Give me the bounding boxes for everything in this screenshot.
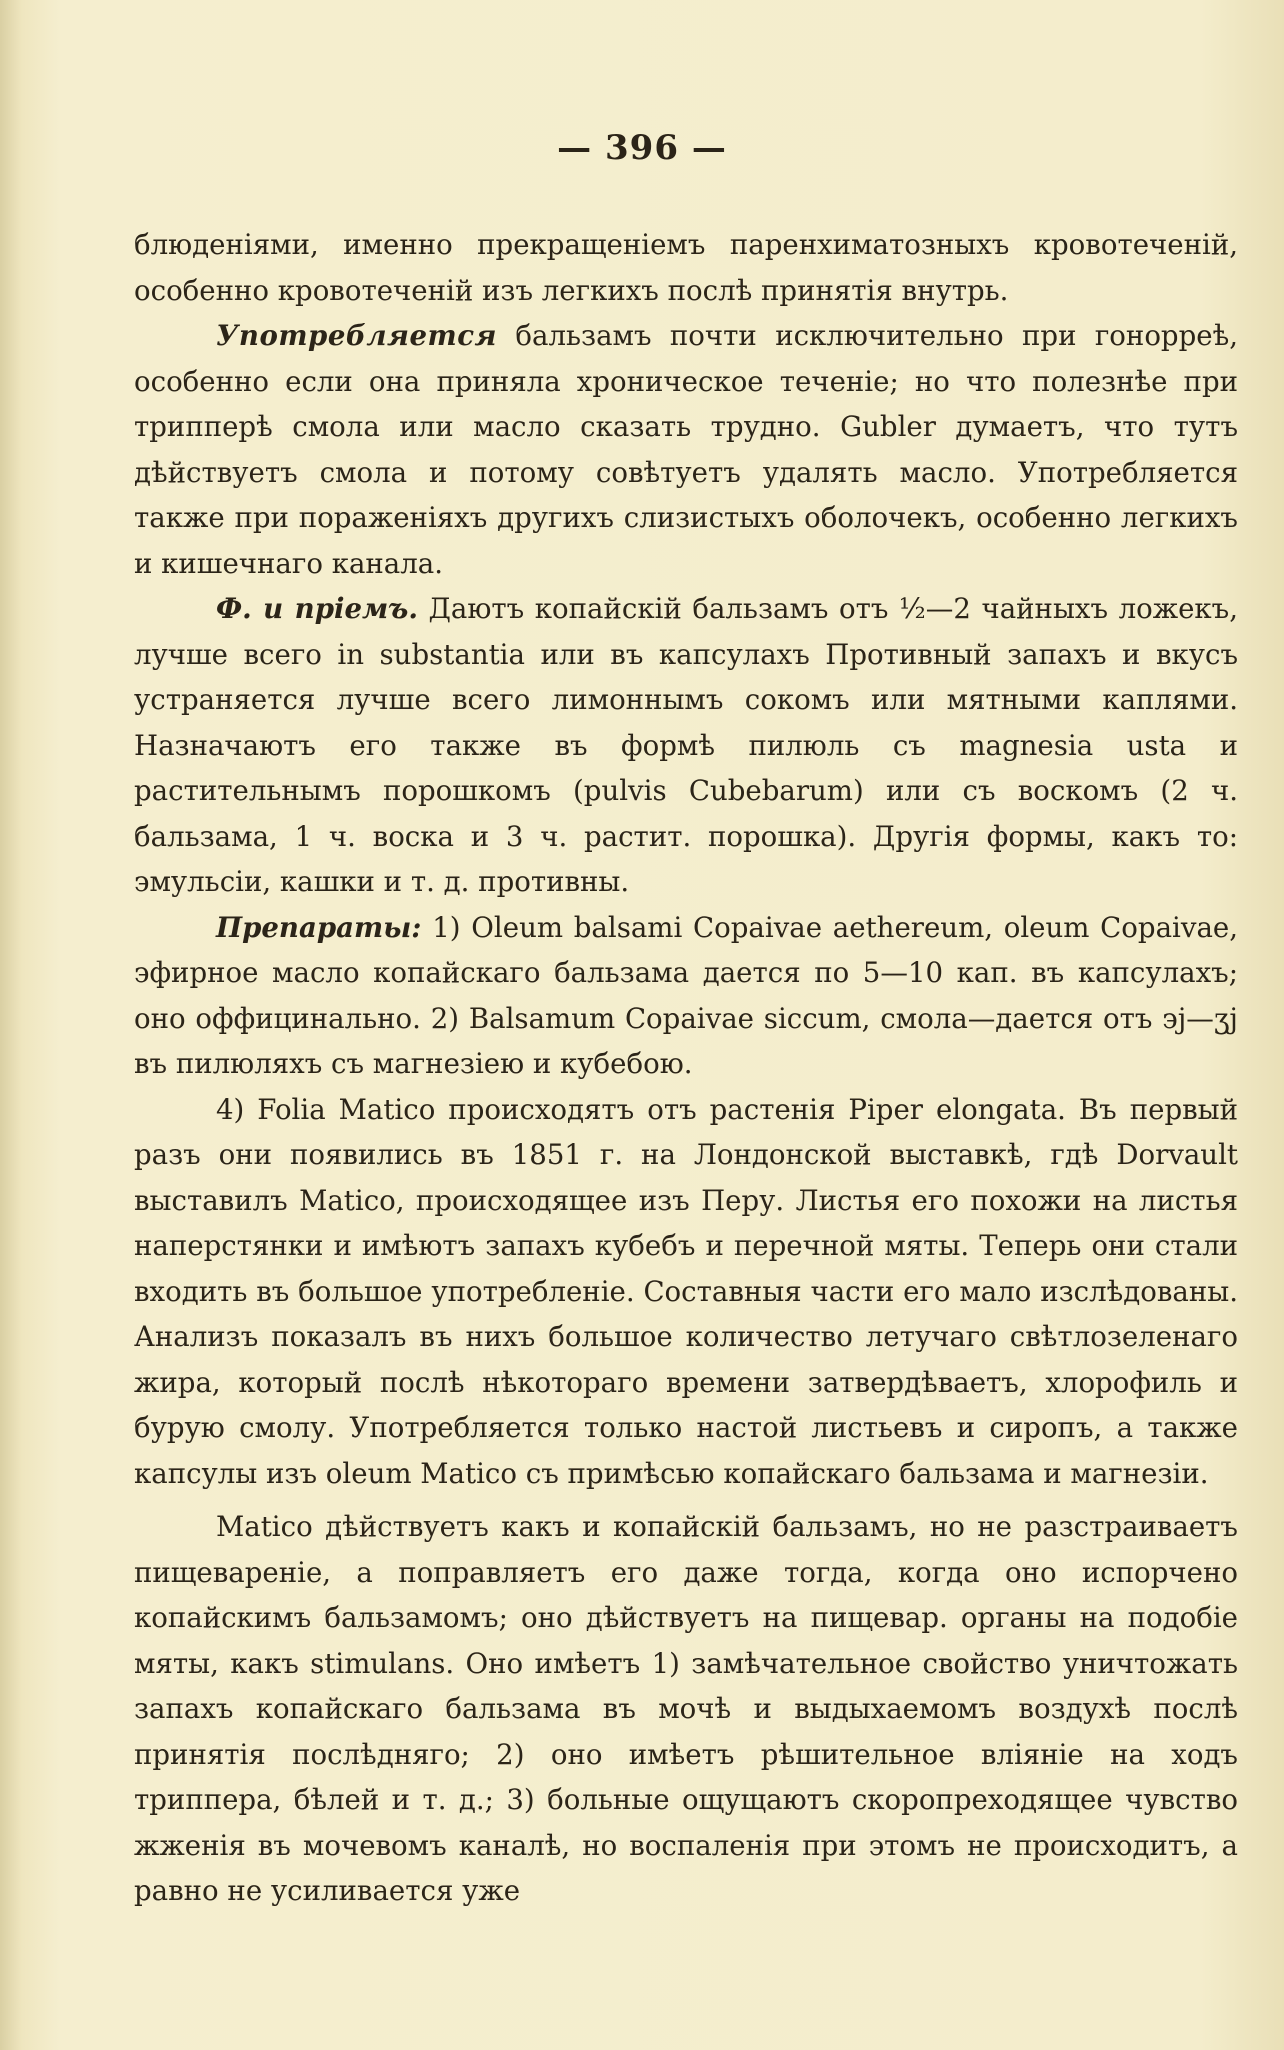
paragraph-text: Matico дѣйствуетъ какъ и копайскій бальзамъ, но не разстраиваетъ пищевареніе, а поправляетъ его даже тогда, когда оно испорчено копайскимъ бальзамомъ; оно дѣйствуетъ на пищевар. органы на подобіе мяты, какъ stimulans. Оно имѣетъ 1) замѣчательное свойство уничтожать запахъ копайскаго бальзама въ мочѣ и выдыхаемомъ воздухѣ послѣ принятія послѣдняго; 2) оно имѣетъ рѣшительное вліяніе на ходъ триппера, бѣлей и т. д.; 3) больные ощущаютъ скоропреходящее чувство жженія въ мочевомъ каналѣ, но воспаленія при этомъ не происходитъ, а равно не усиливается уже — [134, 1510, 1238, 1907]
paragraph-text: блюденіями, именно прекращеніемъ паренхиматозныхъ кровотеченій, особенно кровотеченій изъ легкихъ послѣ принятія внутрь. — [134, 228, 1238, 307]
paragraph-usage — [134, 313, 1238, 586]
paragraph-dosage — [134, 586, 1238, 905]
paragraph-preparations — [134, 905, 1238, 1087]
paragraph-text: 1) Oleum balsami Copaivae aethereum, oleum Copaivae, эфирное масло копайскаго бальзама дается по 5—10 кап. въ капсулахъ; оно оффицинально. 2) Balsamum Copaivae siccum, смола—дается отъ эj—ʒj въ пилюляхъ съ магнезіею и кубебою. — [134, 910, 1238, 1080]
paragraph-text: Даютъ копайскій бальзамъ отъ ½—2 чайныхъ ложекъ, лучше всего in substantia или въ капсулахъ Противный запахъ и вкусъ устраняется лучше всего лимоннымъ сокомъ или мятными каплями. Назначаютъ его также въ формѣ пилюль съ magnesia usta и растительнымъ порошкомъ (pulvis Cubebarum) или съ воскомъ (2 ч. бальзама, 1 ч. воска и 3 ч. растит. порошка). Другія формы, какъ то: эмульсіи, кашки и т. д. противны. — [134, 592, 1239, 898]
paragraph-lead: Препараты: — [216, 910, 422, 944]
paragraph-lead: Ф. и пріемъ. — [216, 592, 418, 625]
paragraph-matico-action — [134, 1504, 1238, 1914]
paragraph-text: бальзамъ почти исключительно при гонорреѣ, особенно если она приняла хроническое теченіе; но что полезнѣе при трипперѣ смола или масло сказать трудно. Gubler думаетъ, что тутъ дѣйствуетъ смола и потому совѣтуетъ удалять масло. Употребляется также при пораженіяхъ другихъ слизистыхъ оболочекъ, особенно легкихъ и кишечнаго канала. — [134, 319, 1238, 580]
paragraph-text: 4) Folia Matico происходятъ отъ растенія Piper elongata. Въ первый разъ они появились въ 1851 г. на Лондонской выставкѣ, гдѣ Dorvault выставилъ Matico, происходящее изъ Перу. Листья его похожи на листья наперстянки и имѣютъ запахъ кубебъ и перечной мяты. Теперь они стали входить въ большое употребленіе. Составныя части его мало изслѣдованы. Анализъ показалъ въ нихъ большое количество летучаго свѣтлозеленаго жира, который послѣ нѣкотораго времени затвердѣваетъ, хлорофиль и бурую смолу. Употребляется только настой листьевъ и сиропъ, а также капсулы изъ oleum Matico съ примѣсью копайскаго бальзама и магнезіи. — [134, 1092, 1238, 1490]
paragraph-folia-matico — [134, 1087, 1238, 1497]
paragraph-continuation — [134, 222, 1238, 313]
page-number: — 396 — — [557, 128, 727, 168]
paragraph-lead: Употребляется — [216, 319, 498, 352]
body-text — [134, 222, 1238, 1914]
